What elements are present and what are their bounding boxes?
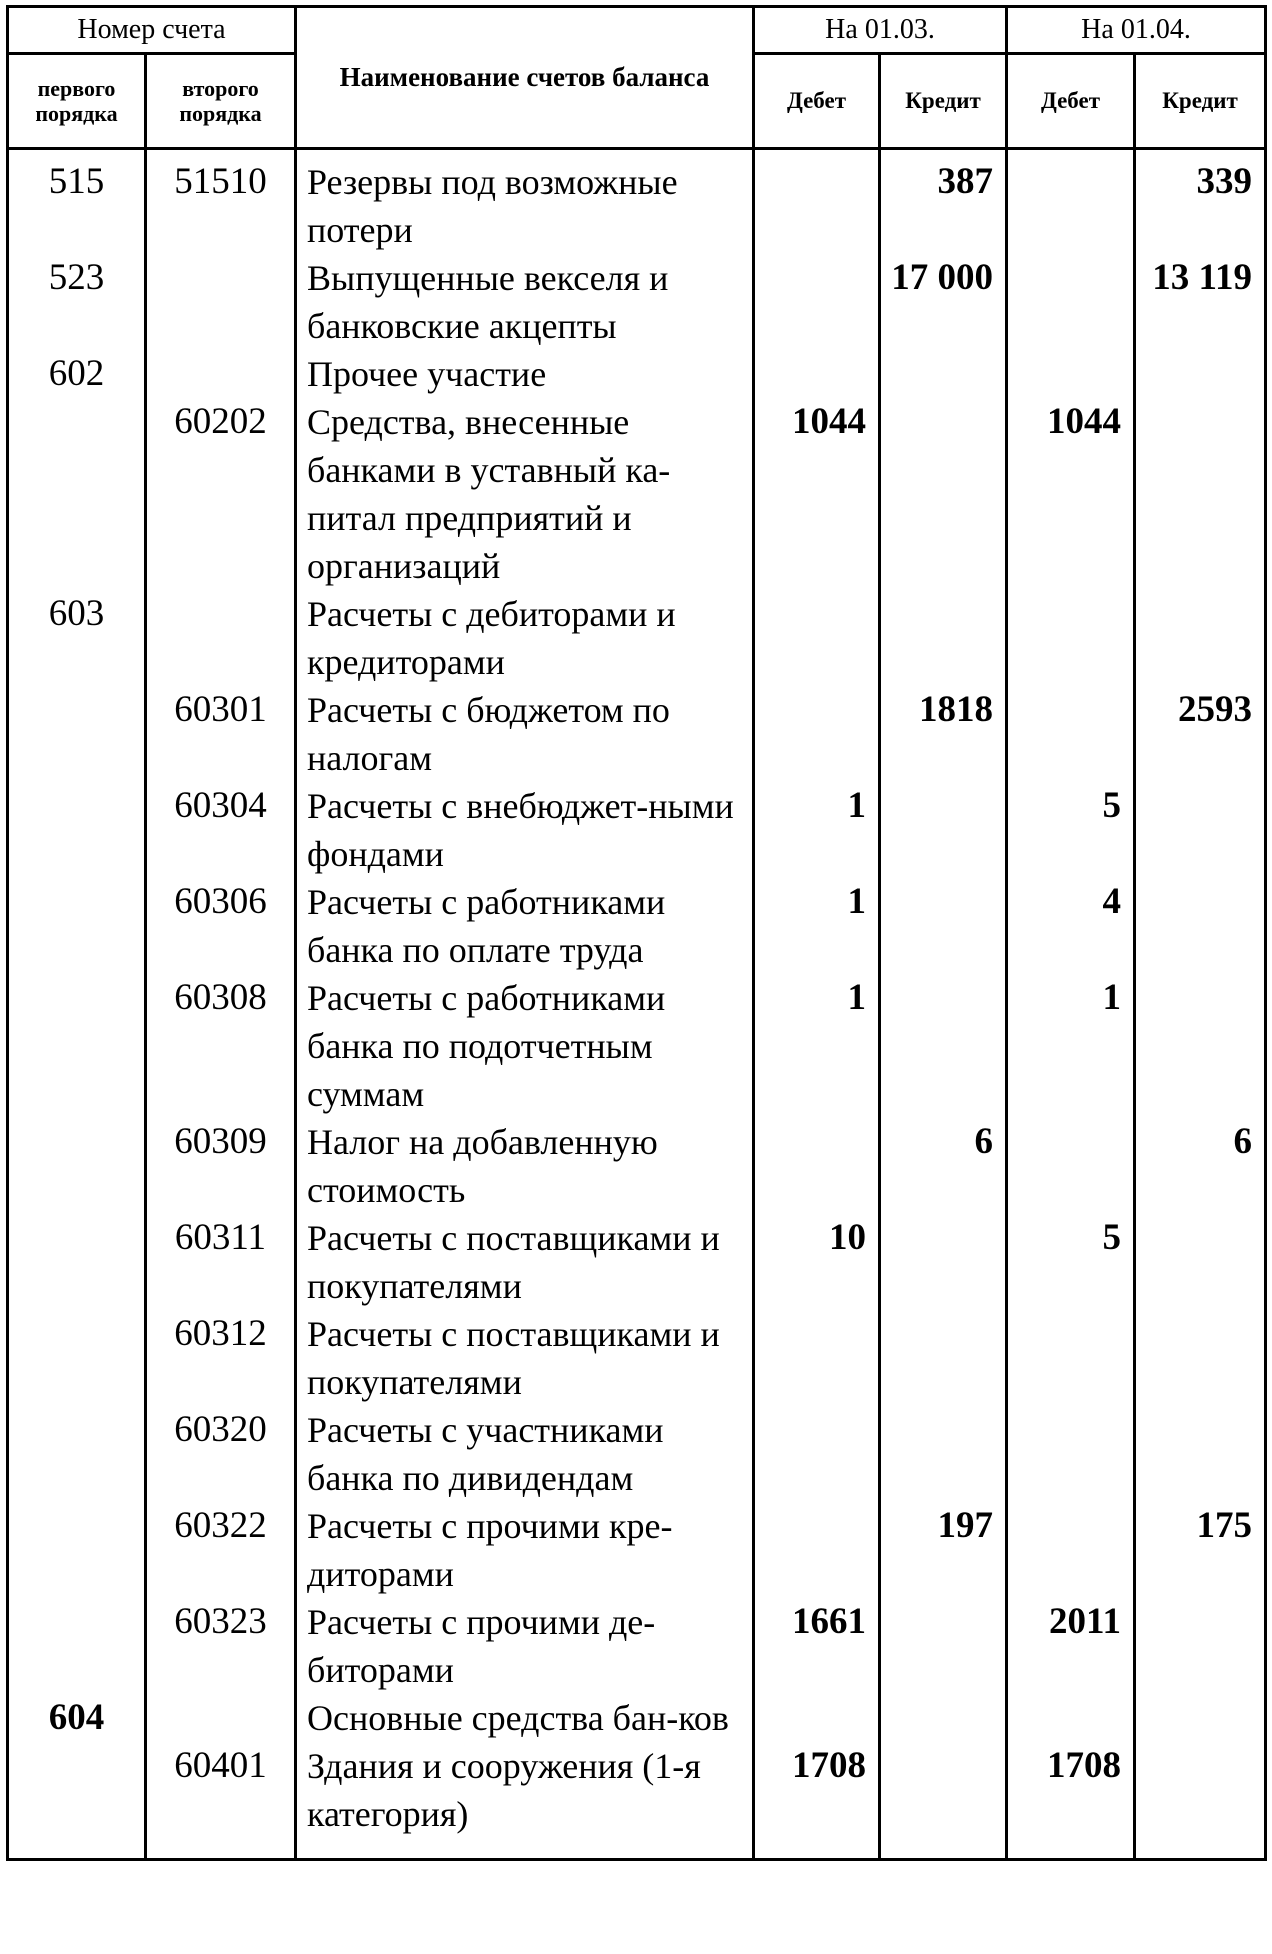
first-order-account	[8, 398, 146, 590]
first-order-account	[8, 1742, 146, 1860]
credit-0104: 175	[1135, 1502, 1266, 1598]
first-order-account: 602	[8, 350, 146, 398]
credit-0103: 387	[880, 149, 1007, 255]
second-order-account: 60301	[146, 686, 296, 782]
account-name: Прочее участие	[296, 350, 754, 398]
debit-0103	[754, 1310, 880, 1406]
first-order-account: 515	[8, 149, 146, 255]
first-order-account	[8, 1598, 146, 1694]
debit-0104: 5	[1007, 782, 1135, 878]
credit-0103: 197	[880, 1502, 1007, 1598]
second-order-account: 60202	[146, 398, 296, 590]
table-row	[8, 350, 1266, 398]
second-order-account: 60312	[146, 1310, 296, 1406]
credit-0103	[880, 1406, 1007, 1502]
table-row	[8, 1406, 1266, 1502]
debit-0104	[1007, 1694, 1135, 1742]
credit-0103: 1818	[880, 686, 1007, 782]
credit-0104	[1135, 1214, 1266, 1310]
account-name: Выпущенные векселя и банковские акцепты	[296, 254, 754, 350]
credit-0104	[1135, 590, 1266, 686]
credit-0103	[880, 878, 1007, 974]
credit-0104	[1135, 1694, 1266, 1742]
first-order-account: 604	[8, 1694, 146, 1742]
debit-0103	[754, 590, 880, 686]
second-order-account: 60401	[146, 1742, 296, 1860]
account-name: Расчеты с работниками банка по подотчетным суммам	[296, 974, 754, 1118]
debit-0104: 2011	[1007, 1598, 1135, 1694]
table-row	[8, 149, 1266, 255]
debit-0104: 1	[1007, 974, 1135, 1118]
table-row	[8, 1694, 1266, 1742]
debit-0104	[1007, 254, 1135, 350]
credit-0103	[880, 1310, 1007, 1406]
debit-0104	[1007, 350, 1135, 398]
credit-0103	[880, 590, 1007, 686]
account-name: Расчеты с дебиторами и кредиторами	[296, 590, 754, 686]
second-order-account	[146, 590, 296, 686]
credit-0104: 339	[1135, 149, 1266, 255]
debit-0103	[754, 1694, 880, 1742]
credit-0103	[880, 782, 1007, 878]
debit-0104: 4	[1007, 878, 1135, 974]
table-row	[8, 974, 1266, 1118]
credit-0103	[880, 1694, 1007, 1742]
balance-sheet	[6, 5, 1264, 1949]
debit-header-2: Дебет	[1007, 54, 1135, 149]
table-row	[8, 1118, 1266, 1214]
account-name: Расчеты с внебюджет-ными фондами	[296, 782, 754, 878]
debit-0103: 1044	[754, 398, 880, 590]
table-row	[8, 878, 1266, 974]
debit-0104	[1007, 1406, 1135, 1502]
debit-0103: 1661	[754, 1598, 880, 1694]
table-row	[8, 1214, 1266, 1310]
first-order-account: 603	[8, 590, 146, 686]
second-order-account: 60304	[146, 782, 296, 878]
account-name: Расчеты с участниками банка по дивидендам	[296, 1406, 754, 1502]
first-order-account	[8, 1310, 146, 1406]
debit-0104	[1007, 1310, 1135, 1406]
account-name: Расчеты с поставщиками и покупателями	[296, 1310, 754, 1406]
date2-header: На 01.04.	[1007, 7, 1266, 54]
table-row	[8, 398, 1266, 590]
credit-0103: 6	[880, 1118, 1007, 1214]
second-order-header: второго порядка	[146, 54, 296, 149]
second-order-account: 60323	[146, 1598, 296, 1694]
credit-0104: 6	[1135, 1118, 1266, 1214]
debit-0104	[1007, 1118, 1135, 1214]
credit-0104	[1135, 1310, 1266, 1406]
debit-0103	[754, 149, 880, 255]
table-row	[8, 1310, 1266, 1406]
account-names-header: Наименование счетов баланса	[296, 7, 754, 149]
credit-header-2: Кредит	[1135, 54, 1266, 149]
credit-0103	[880, 1742, 1007, 1860]
table-row	[8, 1502, 1266, 1598]
first-order-account	[8, 1118, 146, 1214]
account-name: Налог на добавленную стоимость	[296, 1118, 754, 1214]
first-order-account	[8, 1502, 146, 1598]
account-name: Расчеты с прочими де-биторами	[296, 1598, 754, 1694]
credit-0104: 2593	[1135, 686, 1266, 782]
first-order-account	[8, 686, 146, 782]
table-row	[8, 686, 1266, 782]
credit-0103	[880, 1214, 1007, 1310]
table-row	[8, 1598, 1266, 1694]
debit-0104: 1044	[1007, 398, 1135, 590]
first-order-account	[8, 1406, 146, 1502]
debit-0104	[1007, 686, 1135, 782]
account-name: Средства, внесенные банками в уставный ка-питал предприятий и организаций	[296, 398, 754, 590]
second-order-account: 60311	[146, 1214, 296, 1310]
credit-0103	[880, 974, 1007, 1118]
table-header	[8, 7, 1266, 149]
credit-0104	[1135, 974, 1266, 1118]
balance-table	[6, 5, 1267, 1861]
debit-0103	[754, 1502, 880, 1598]
debit-0104	[1007, 149, 1135, 255]
credit-0103	[880, 398, 1007, 590]
debit-0103: 1	[754, 878, 880, 974]
account-name: Здания и сооружения (1-я категория)	[296, 1742, 754, 1860]
account-name: Расчеты с работниками банка по оплате труда	[296, 878, 754, 974]
credit-0104	[1135, 1598, 1266, 1694]
first-order-account: 523	[8, 254, 146, 350]
first-order-header: первого порядка	[8, 54, 146, 149]
credit-0104	[1135, 350, 1266, 398]
table-row	[8, 254, 1266, 350]
first-order-account	[8, 974, 146, 1118]
debit-0104	[1007, 590, 1135, 686]
debit-0104: 5	[1007, 1214, 1135, 1310]
table-row	[8, 590, 1266, 686]
debit-0103	[754, 1118, 880, 1214]
debit-0103: 1708	[754, 1742, 880, 1860]
credit-0103: 17 000	[880, 254, 1007, 350]
second-order-account: 60322	[146, 1502, 296, 1598]
second-order-account: 51510	[146, 149, 296, 255]
credit-0104	[1135, 782, 1266, 878]
table-row	[8, 1742, 1266, 1860]
credit-0104	[1135, 878, 1266, 974]
credit-0103	[880, 350, 1007, 398]
table-row	[8, 782, 1266, 878]
debit-0103	[754, 350, 880, 398]
debit-0103	[754, 686, 880, 782]
credit-0104: 13 119	[1135, 254, 1266, 350]
account-name: Расчеты с поставщиками и покупателями	[296, 1214, 754, 1310]
credit-header-1: Кредит	[880, 54, 1007, 149]
credit-0104	[1135, 1742, 1266, 1860]
second-order-account: 60320	[146, 1406, 296, 1502]
first-order-account	[8, 878, 146, 974]
credit-0103	[880, 1598, 1007, 1694]
account-name: Резервы под возможные потери	[296, 149, 754, 255]
account-name: Расчеты с прочими кре-диторами	[296, 1502, 754, 1598]
debit-0103: 10	[754, 1214, 880, 1310]
debit-0103	[754, 1406, 880, 1502]
account-name: Основные средства бан-ков	[296, 1694, 754, 1742]
second-order-account: 60306	[146, 878, 296, 974]
second-order-account	[146, 254, 296, 350]
debit-header-1: Дебет	[754, 54, 880, 149]
first-order-account	[8, 1214, 146, 1310]
second-order-account	[146, 350, 296, 398]
second-order-account	[146, 1694, 296, 1742]
account-name: Расчеты с бюджетом по налогам	[296, 686, 754, 782]
second-order-account: 60309	[146, 1118, 296, 1214]
table-body	[8, 149, 1266, 1860]
debit-0103: 1	[754, 974, 880, 1118]
debit-0103	[754, 254, 880, 350]
credit-0104	[1135, 1406, 1266, 1502]
first-order-account	[8, 782, 146, 878]
debit-0104	[1007, 1502, 1135, 1598]
debit-0104: 1708	[1007, 1742, 1135, 1860]
debit-0103: 1	[754, 782, 880, 878]
account-number-header: Номер счета	[8, 7, 296, 54]
second-order-account: 60308	[146, 974, 296, 1118]
date1-header: На 01.03.	[754, 7, 1007, 54]
credit-0104	[1135, 398, 1266, 590]
